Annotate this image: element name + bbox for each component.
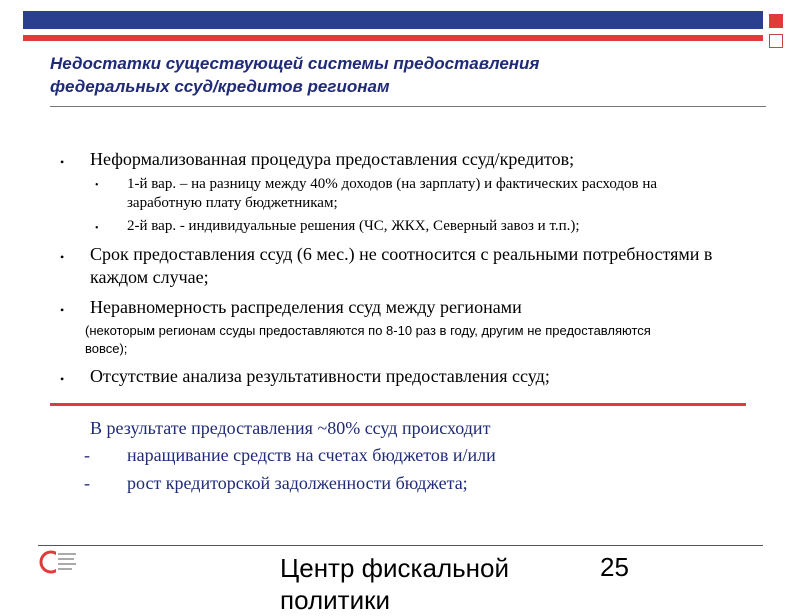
- result-item: наращивание средств на счетах бюджетов и/или: [127, 445, 496, 465]
- bullet-dot-icon: •: [60, 303, 65, 317]
- top-header-band: [23, 11, 763, 29]
- dash-marker: -: [84, 445, 90, 465]
- top-red-line: [23, 35, 763, 41]
- result-intro: В результате предоставления ~80% ссуд происходит: [90, 418, 491, 438]
- result-item: рост кредиторской задолженности бюджета;: [127, 473, 468, 493]
- title-divider: [50, 106, 766, 107]
- bullet-item: Срок предоставления ссуд (6 мес.) не соотносится с реальными потребностями в каждом случае;: [90, 244, 713, 287]
- sub-bullet-dot-icon: •: [95, 180, 99, 191]
- bullet-item: Неравномерность распределения ссуд между регионами: [90, 297, 522, 317]
- slide-title: [50, 52, 750, 98]
- red-separator: [50, 403, 746, 406]
- page-number: 25: [600, 552, 629, 582]
- slide-title-line2: федеральных ссуд/кредитов регионам: [50, 77, 390, 96]
- center-fiscal-policy-logo-icon: [38, 546, 78, 578]
- corner-red-square-icon: [769, 14, 783, 28]
- footer-label: Центр фискальной политики: [280, 553, 510, 615]
- sub-bullet-item: 1-й вар. – на разницу между 40% доходов (на зарплату) и фактических расходов на заработную плату бюджетникам;: [127, 176, 658, 211]
- bullet-dot-icon: •: [60, 372, 65, 386]
- bullet-item: Отсутствие анализа результативности предоставления ссуд;: [90, 366, 550, 386]
- bullet-item: Неформализованная процедура предоставления ссуд/кредитов;: [90, 149, 575, 169]
- dash-marker: -: [84, 473, 90, 493]
- sub-bullet-dot-icon: •: [95, 223, 99, 234]
- sub-bullet-item: 2-й вар. - индивидуальные решения (ЧС, ЖКХ, Северный завоз и т.п.);: [127, 218, 580, 234]
- bullet-note: (некоторым регионам ссуды предоставляются по 8-10 раз в году, другим не предоставляются вовсе);: [85, 323, 651, 356]
- slide-title-line1: Недостатки существующей системы предоставления: [50, 54, 540, 73]
- footer-divider: [38, 545, 763, 546]
- bullet-dot-icon: •: [60, 155, 65, 169]
- bullet-dot-icon: •: [60, 250, 65, 264]
- corner-outline-square-icon: [769, 34, 783, 48]
